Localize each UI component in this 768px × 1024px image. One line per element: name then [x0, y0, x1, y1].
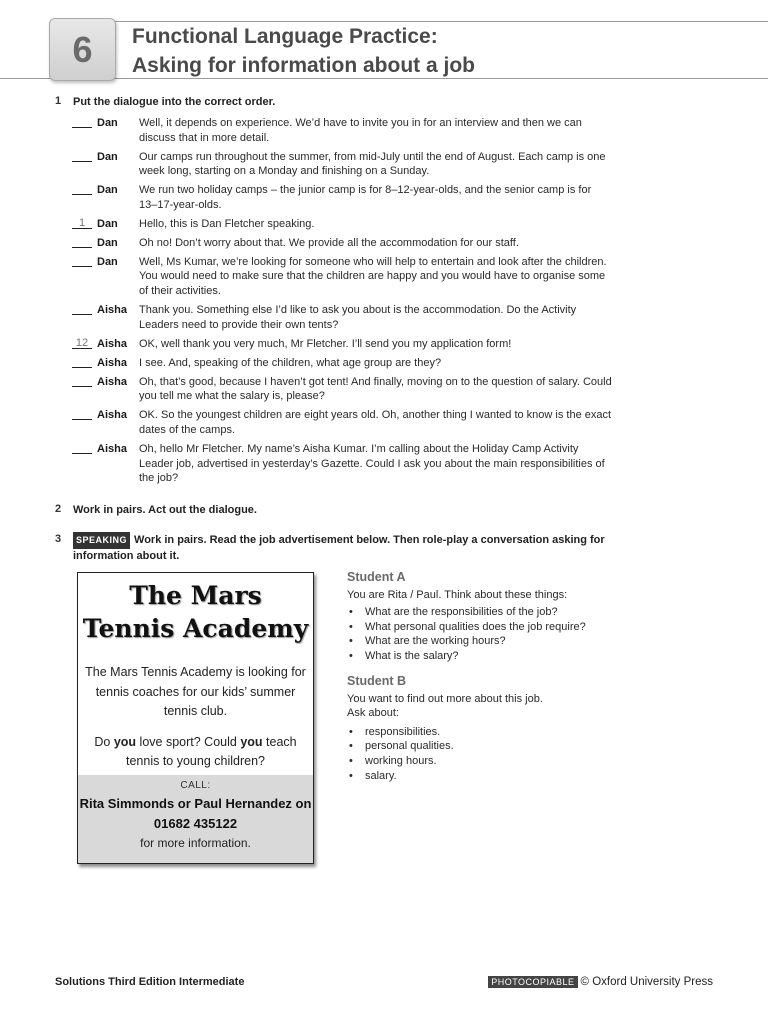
list-item: • salary.	[347, 769, 637, 784]
photocopiable-badge: PHOTOCOPIABLE	[488, 976, 577, 988]
answer-blank[interactable]	[72, 409, 92, 420]
advert-text: teach tennis to young children?	[126, 734, 297, 768]
job-advertisement	[77, 572, 314, 864]
advert-text: Do	[94, 734, 114, 749]
utterance: Our camps run throughout the summer, from mid-July until the end of August. Each camp is one week long, starting on a Monday and finishing on a Sunday.	[139, 150, 606, 178]
list-item: • What personal qualities does the job require?	[347, 620, 637, 635]
dialogue-line	[72, 303, 612, 332]
speaking-badge: SPEAKING	[73, 532, 130, 549]
student-b-list	[347, 725, 637, 783]
footer-copyright	[488, 976, 713, 988]
dialogue-line	[72, 116, 612, 145]
dialogue-line	[72, 183, 612, 212]
utterance: I see. And, speaking of the children, what age group are they?	[139, 356, 442, 369]
exercise-1-instruction: Put the dialogue into the correct order.	[73, 96, 276, 108]
answer-blank[interactable]	[72, 256, 92, 267]
advert-paragraph-1: The Mars Tennis Academy is looking for tennis coaches for our kids’ summer tennis club.	[85, 665, 306, 718]
advert-text: love sport? Could	[136, 734, 241, 749]
speaker: Dan	[97, 150, 118, 163]
advert-emphasis: you	[240, 734, 263, 749]
dialogue-line	[72, 442, 612, 486]
exercise-2-instruction: Work in pairs. Act out the dialogue.	[73, 504, 257, 516]
answer-blank[interactable]	[72, 151, 92, 162]
utterance: OK, well thank you very much, Mr Fletcher. I’ll send you my application form!	[139, 337, 512, 350]
utterance: Well, it depends on experience. We’d have to invite you in for an interview and then we can discuss that in more detail.	[139, 117, 582, 144]
student-b-heading: Student B	[347, 674, 407, 688]
exercise-3-number: 3	[55, 533, 62, 545]
dialogue-list	[72, 116, 612, 490]
advert-title-line-1: The Mars	[129, 581, 262, 610]
advert-paragraph-2	[78, 733, 313, 772]
answer-blank[interactable]	[72, 443, 92, 454]
utterance: Hello, this is Dan Fletcher speaking.	[139, 217, 315, 230]
answer-blank[interactable]	[72, 117, 92, 128]
exercise-3-instruction: Work in pairs. Read the job advertisement below. Then role-play a conversation asking for information about it.	[73, 534, 605, 562]
advert-emphasis: you	[113, 734, 137, 749]
speaker: Aisha	[97, 375, 127, 388]
student-a-panel	[347, 570, 637, 664]
advert-contact-panel	[78, 775, 313, 863]
student-b-intro-1: You want to find out more about this job.	[347, 692, 543, 705]
copyright-text: © Oxford University Press	[580, 976, 713, 988]
list-item: • What are the responsibilities of the job?	[347, 605, 637, 620]
utterance: Oh no! Don’t worry about that. We provide all the accommodation for our staff.	[139, 236, 519, 249]
answer-blank[interactable]	[72, 357, 92, 368]
student-a-intro: You are Rita / Paul. Think about these things:	[347, 588, 568, 601]
dialogue-line	[72, 375, 612, 404]
answer-blank[interactable]	[72, 304, 92, 315]
dialogue-line	[72, 356, 612, 371]
utterance: OK. So the youngest children are eight years old. Oh, another thing I wanted to know is the exact dates of the camps.	[139, 409, 612, 436]
speaker: Aisha	[97, 409, 127, 422]
page-title	[132, 22, 475, 80]
student-b-intro-2: Ask about:	[347, 707, 399, 720]
title-line-2: Asking for information about a job	[132, 54, 475, 77]
unit-number: 6	[72, 28, 93, 70]
dialogue-line	[72, 337, 612, 352]
call-more: for more information.	[140, 836, 251, 850]
list-item: • What is the salary?	[347, 649, 637, 664]
dialogue-line	[72, 408, 612, 437]
utterance: Oh, that’s good, because I haven’t got tent! And finally, moving on to the question of salary. Could you tell me what the salary is, please?	[139, 375, 612, 403]
dialogue-line	[72, 150, 612, 179]
answer-blank[interactable]: 12	[72, 338, 92, 349]
speaker: Aisha	[97, 356, 127, 369]
utterance: Oh, hello Mr Fletcher. My name’s Aisha Kumar. I’m calling about the Holiday Camp Activity Leader job, advertised in yesterday’s Gazette. Could I ask you about the main responsibilities of the job?	[139, 443, 605, 485]
utterance: Thank you. Something else I’d like to ask you about is the accommodation. Do the Activity Leaders need to provide their own tents?	[139, 304, 577, 331]
list-item: • What are the working hours?	[347, 634, 637, 649]
speaker: Dan	[97, 184, 118, 197]
student-a-list	[347, 605, 637, 663]
answer-blank[interactable]: 1	[72, 218, 92, 229]
speaker: Aisha	[97, 337, 127, 350]
speaker: Dan	[97, 236, 118, 249]
exercise-2-number: 2	[55, 503, 62, 515]
speaker: Dan	[97, 255, 118, 268]
footer-book-title: Solutions Third Edition Intermediate	[55, 976, 245, 988]
answer-blank[interactable]	[72, 376, 92, 387]
list-item: • responsibilities.	[347, 725, 637, 740]
exercise-1-number: 1	[55, 95, 62, 107]
exercise-3-instruction-block	[73, 532, 613, 564]
answer-blank[interactable]	[72, 237, 92, 248]
dialogue-line	[72, 217, 612, 232]
utterance: We run two holiday camps – the junior camp is for 8–12-year-olds, and the senior camp is for 13–17-year-olds.	[139, 184, 592, 211]
speaker: Aisha	[97, 443, 127, 456]
student-b-panel	[347, 674, 637, 783]
speaker: Aisha	[97, 304, 127, 317]
unit-number-box	[49, 18, 116, 81]
speaker: Dan	[97, 117, 118, 129]
call-label: CALL:	[180, 780, 211, 791]
title-line-1: Functional Language Practice:	[132, 25, 438, 48]
call-names: Rita Simmonds or Paul Hernandez on 01682 435122	[79, 796, 312, 831]
advert-title-line-2: Tennis Academy	[82, 614, 309, 643]
utterance: Well, Ms Kumar, we’re looking for someone who will help to entertain and look after the children. You would need to make sure that the children are happy and you would have to organise some of their activities.	[139, 255, 607, 297]
speaker: Dan	[97, 217, 118, 230]
list-item: • working hours.	[347, 754, 637, 769]
advert-title	[78, 579, 313, 645]
dialogue-line	[72, 255, 612, 299]
answer-blank[interactable]	[72, 184, 92, 195]
list-item: • personal qualities.	[347, 739, 637, 754]
dialogue-line	[72, 236, 612, 251]
student-a-heading: Student A	[347, 570, 406, 584]
